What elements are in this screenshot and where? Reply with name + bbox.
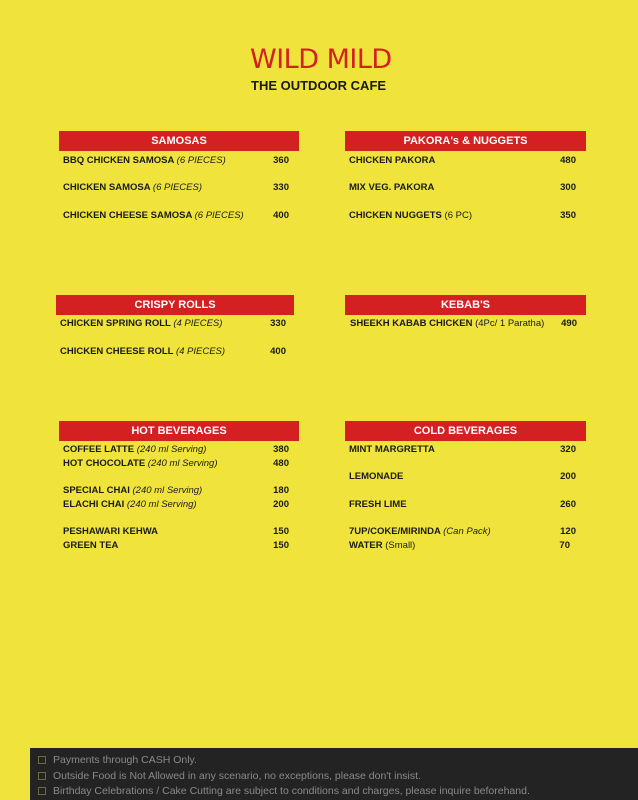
item-name: HOT CHOCOLATE (63, 458, 146, 469)
item-name: CHICKEN CHEESE ROLL (60, 346, 174, 357)
footer-notice-text: Payments through CASH Only. (53, 754, 197, 767)
menu-item (349, 499, 576, 510)
item-price: 320 (560, 444, 576, 455)
menu-item (63, 182, 289, 193)
menu-item (63, 444, 289, 455)
item-note: (240 ml Serving) (136, 444, 207, 455)
footer-notice (38, 754, 197, 766)
item-note: (6 PIECES) (152, 182, 203, 193)
item-price: 180 (273, 485, 289, 496)
item-name: COFFEE LATTE (63, 444, 135, 455)
menu-item (349, 210, 576, 221)
menu-item (349, 540, 570, 551)
item-price: 200 (560, 471, 576, 482)
section-title: HOT BEVERAGES (59, 421, 299, 441)
item-price: 350 (560, 210, 576, 221)
menu-item (63, 458, 289, 469)
section-samosas (59, 131, 299, 231)
item-price: 360 (273, 155, 289, 166)
item-price: 330 (273, 182, 289, 193)
menu-item (63, 485, 289, 496)
item-price: 490 (561, 318, 577, 329)
menu-item (349, 182, 576, 193)
item-name: MIX VEG. PAKORA (349, 182, 435, 193)
checkbox-bullet-icon (38, 787, 46, 795)
section-kebabs (345, 295, 586, 335)
item-price: 70 (559, 540, 570, 551)
section-title: SAMOSAS (59, 131, 299, 151)
item-note: (240 ml Serving) (132, 485, 203, 496)
section-hot-beverages (59, 421, 299, 556)
menu-item (350, 318, 577, 329)
item-price: 400 (273, 210, 289, 221)
item-price: 330 (270, 318, 286, 329)
checkbox-bullet-icon (38, 772, 46, 780)
item-name: GREEN TEA (63, 540, 119, 551)
item-price: 150 (273, 540, 289, 551)
item-note: (4 PIECES) (175, 346, 226, 357)
item-name: CHICKEN SAMOSA (63, 182, 151, 193)
item-note: (Small) (385, 540, 416, 551)
item-note: (240 ml Serving) (147, 458, 218, 469)
item-name: MINT MARGRETTA (349, 444, 435, 455)
item-name: LEMONADE (349, 471, 404, 482)
item-price: 150 (273, 526, 289, 537)
item-price: 380 (273, 444, 289, 455)
item-note: (Can Pack) (443, 526, 491, 537)
item-price: 120 (560, 526, 576, 537)
item-note: (6 PC) (444, 210, 472, 221)
item-name: 7UP/COKE/MIRINDA (349, 526, 441, 537)
item-price: 480 (560, 155, 576, 166)
item-name: CHICKEN NUGGETS (349, 210, 442, 221)
menu-item (349, 155, 576, 166)
brand-tagline: THE OUTDOOR CAFE (251, 78, 387, 93)
footer-notice-text: Birthday Celebrations / Cake Cutting are subject to conditions and charges, please inquire beforehand. (53, 785, 530, 798)
footer-notice (38, 770, 421, 782)
menu-item (63, 210, 289, 221)
section-pakoras (345, 131, 586, 231)
item-name: CHICKEN SPRING ROLL (60, 318, 171, 329)
checkbox-bullet-icon (38, 756, 46, 764)
menu-item (63, 155, 289, 166)
menu-item (60, 318, 286, 329)
footer-notice (38, 785, 530, 797)
item-note: (4Pc/ 1 Paratha) (475, 318, 545, 329)
item-price: 300 (560, 182, 576, 193)
item-name: SHEEKH KABAB CHICKEN (350, 318, 473, 329)
item-name: FRESH LIME (349, 499, 407, 510)
menu-item (63, 526, 289, 537)
item-price: 260 (560, 499, 576, 510)
section-title: PAKORA's & NUGGETS (345, 131, 586, 151)
section-cold-beverages (345, 421, 586, 556)
section-title: KEBAB'S (345, 295, 586, 315)
item-price: 200 (273, 499, 289, 510)
menu-item (63, 540, 289, 551)
section-rolls (56, 295, 294, 365)
item-note: (4 PIECES) (173, 318, 223, 329)
section-title: CRISPY ROLLS (56, 295, 294, 315)
brand-name: WILD MILD (250, 44, 392, 75)
item-name: CHICKEN PAKORA (349, 155, 436, 166)
item-name: PESHAWARI KEHWA (63, 526, 159, 537)
item-name: ELACHI CHAI (63, 499, 125, 510)
footer-notice-text: Outside Food is Not Allowed in any scenario, no exceptions, please don't insist. (53, 770, 421, 783)
menu-item (349, 444, 576, 455)
item-name: CHICKEN CHEESE SAMOSA (63, 210, 192, 221)
item-name: WATER (349, 540, 383, 551)
section-title: COLD BEVERAGES (345, 421, 586, 441)
item-name: SPECIAL CHAI (63, 485, 130, 496)
menu-item (349, 526, 576, 537)
item-price: 480 (273, 458, 289, 469)
item-note: (240 ml Serving) (126, 499, 197, 510)
menu-item (63, 499, 289, 510)
item-name: BBQ CHICKEN SAMOSA (63, 155, 175, 166)
menu-item (349, 471, 576, 482)
item-note: (6 PIECES) (176, 155, 226, 166)
menu-item (60, 346, 286, 357)
item-price: 400 (270, 346, 286, 357)
item-note: (6 PIECES) (194, 210, 244, 221)
footer-notices (30, 748, 638, 800)
